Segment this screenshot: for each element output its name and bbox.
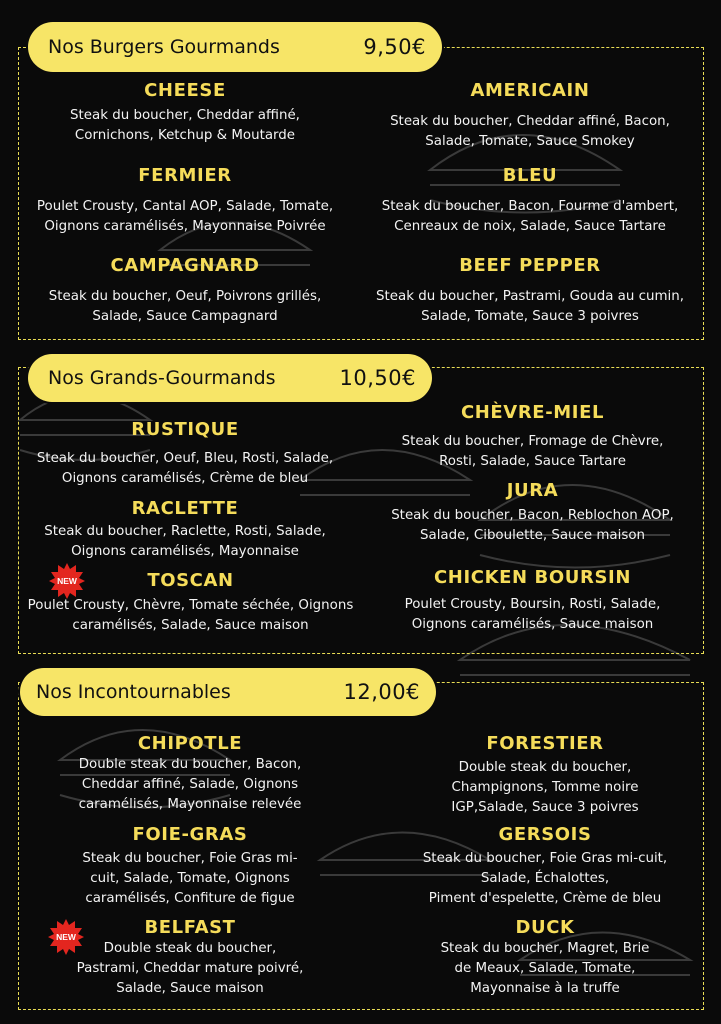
menu-item-fermier (20, 165, 350, 237)
menu-item-chevre-miel (360, 402, 705, 472)
item-name: BLEU (502, 165, 558, 186)
menu-item-chipotle (30, 733, 350, 815)
item-description: Poulet Crousty, Cantal AOP, Salade, Tomate, Oignons caramélisés, Mayonnaise Poivrée (36, 199, 334, 234)
item-description: Double steak du boucher, Bacon, Cheddar affiné, Salade, Oignons caramélisés, Mayonnaise relevée (78, 757, 302, 812)
item-name: FOIE-GRAS (132, 824, 248, 845)
item-name: CHEESE (144, 80, 226, 101)
section-title: Nos Burgers Gourmands (48, 36, 280, 58)
item-name: AMERICAIN (470, 80, 590, 101)
item-description: Steak du boucher, Foie Gras mi-cuit, Salade, Échalottes, Piment d'espelette, Crème de bleu (422, 851, 668, 906)
menu-item-rustique (20, 419, 350, 489)
menu-item-cheese (20, 80, 350, 146)
item-name: GERSOIS (498, 824, 592, 845)
item-name: RUSTIQUE (131, 419, 239, 440)
section-header-pill (28, 354, 432, 402)
section-price: 9,50€ (363, 35, 426, 59)
item-description: Double steak du boucher, Pastrami, Cheddar mature poivré, Salade, Sauce maison (76, 941, 304, 996)
item-name: DUCK (515, 917, 575, 938)
item-name: FORESTIER (486, 733, 604, 754)
menu-item-americain (360, 80, 700, 152)
menu-item-beef-pepper (355, 255, 705, 327)
menu-item-gersois (390, 824, 700, 909)
section-header-pill (28, 22, 442, 72)
item-name: BELFAST (144, 917, 236, 938)
section-price: 12,00€ (343, 680, 420, 704)
menu-item-jura (360, 480, 705, 546)
new-badge-label: NEW (57, 576, 77, 586)
menu-item-campagnard (20, 255, 350, 327)
item-description: Steak du boucher, Bacon, Reblochon AOP, Salade, Ciboulette, Sauce maison (391, 508, 674, 543)
section-header-pill (20, 668, 436, 716)
new-badge-label: NEW (56, 932, 76, 942)
item-name: RACLETTE (131, 498, 239, 519)
item-description: Poulet Crousty, Chèvre, Tomate séchée, Oignons caramélisés, Salade, Sauce maison (27, 598, 354, 633)
menu-item-toscan (18, 570, 363, 636)
item-name: CHIPOTLE (137, 733, 243, 754)
item-description: Steak du boucher, Cheddar affiné, Bacon, Salade, Tomate, Sauce Smokey (390, 114, 670, 149)
item-name: TOSCAN (147, 570, 234, 591)
item-name: CHÈVRE-MIEL (460, 402, 605, 423)
menu-item-chicken-boursin (360, 567, 705, 635)
section-title: Nos Incontournables (36, 681, 231, 703)
item-description: Steak du boucher, Pastrami, Gouda au cumin, Salade, Tomate, Sauce 3 poivres (376, 289, 684, 324)
item-description: Steak du boucher, Magret, Brie de Meaux, Salade, Tomate, Mayonnaise à la truffe (440, 941, 650, 996)
item-description: Double steak du boucher, Champignons, Tomme noire IGP,Salade, Sauce 3 poivres (451, 760, 639, 815)
section-price: 10,50€ (339, 366, 416, 390)
menu-item-raclette (20, 498, 350, 562)
item-name: BEEF PEPPER (459, 255, 601, 276)
menu-item-bleu (360, 165, 700, 237)
item-description: Poulet Crousty, Boursin, Rosti, Salade, Oignons caramélisés, Sauce maison (404, 597, 661, 632)
item-description: Steak du boucher, Bacon, Fourme d'ambert, Cenreaux de noix, Salade, Sauce Tartare (381, 199, 679, 234)
item-name: JURA (506, 480, 559, 501)
menu-item-belfast (30, 917, 350, 999)
item-name: CHICKEN BOURSIN (434, 567, 631, 588)
item-name: FERMIER (138, 165, 232, 186)
item-description: Steak du boucher, Oeuf, Bleu, Rosti, Salade, Oignons caramélisés, Crème de bleu (36, 451, 334, 486)
section-title: Nos Grands-Gourmands (48, 367, 276, 389)
item-description: Steak du boucher, Foie Gras mi- cuit, Salade, Tomate, Oignons caramélisés, Confiture de figue (82, 851, 298, 906)
menu-item-foie-gras (30, 824, 350, 909)
item-description: Steak du boucher, Cheddar affiné, Cornichons, Ketchup & Moutarde (70, 108, 300, 143)
item-description: Steak du boucher, Oeuf, Poivrons grillés, Salade, Sauce Campagnard (48, 289, 322, 324)
menu-item-duck (390, 917, 700, 999)
item-description: Steak du boucher, Fromage de Chèvre, Rosti, Salade, Sauce Tartare (401, 434, 664, 469)
item-description: Steak du boucher, Raclette, Rosti, Salade, Oignons caramélisés, Mayonnaise (44, 524, 326, 559)
menu-item-forestier (390, 733, 700, 818)
item-name: CAMPAGNARD (110, 255, 260, 276)
